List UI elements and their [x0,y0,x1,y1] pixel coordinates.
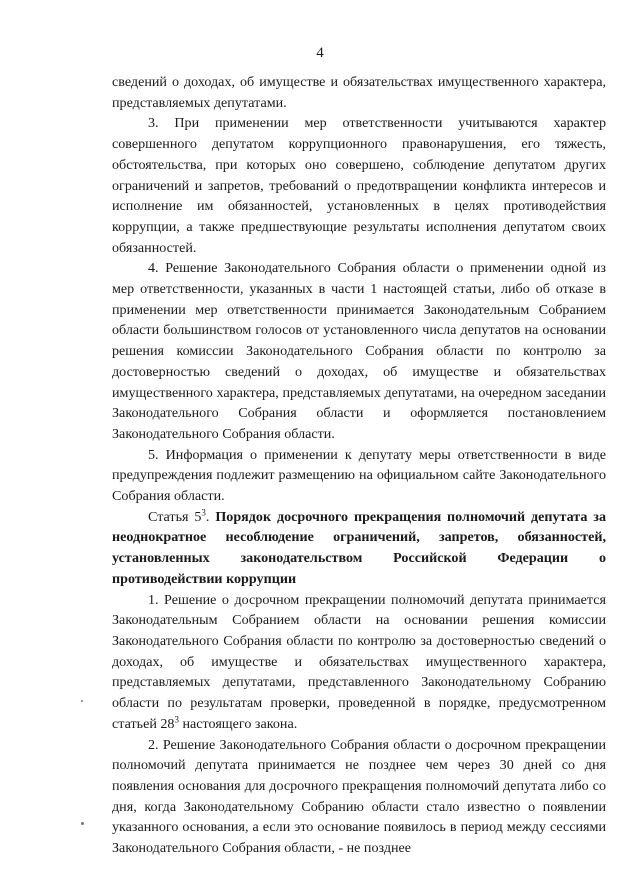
paragraph-part-3: 3. При применении мер ответственности учитываются характер совершенного депутатом коррупционного правонарушения, его тяжесть, обстоятельства, при которых оно совершено, соблюдение депутатом других ограничений и запретов, требований о предотвращении конфликта интересов и исполнение им обязанностей, установленных в целях противодействия коррупции, а также предшествующие результаты исполнения депутатом своих обязанностей. [112,115,606,256]
article-number-superscript: 3 [201,507,206,518]
article-item-1 [112,590,606,735]
page-number: 4 [316,45,324,61]
article-separator: . [205,508,216,525]
article-item-1-tail: настоящего закона. [178,715,298,732]
article-heading [112,507,606,590]
document-body [112,72,606,859]
paragraph-continuation: сведений о доходах, об имуществе и обязательствах имущественного характера, представляемых депутатами. [112,74,606,111]
article-item-2: 2. Решение Законодательного Собрания области о досрочном прекращении полномочий депутата принимается не позднее чем через 30 дней со дня появления основания для досрочного прекращения полномочий депутата либо со дня, когда Законодательному Собранию области стало известно о появлении указанного основания, а если это основание появилось в период между сессиями Законодательного Собрания области, - не позднее [112,736,606,857]
paragraph-part-4: 4. Решение Законодательного Собрания области о применении одной из мер ответственности, указанных в части 1 настоящей статьи, либо об отказе в применении мер ответственности принимается Законодательным Собранием области большинством голосов от установленного числа депутатов на основании решения комиссии Законодательного Собрания области по контролю за достоверностью сведений о доходах, об имуществе и обязательствах имущественного характера, представляемых депутатами, на очередном заседании Законодательного Собрания области и оформляется постановлением Законодательного Собрания области. [112,260,606,442]
article-title: Порядок досрочного прекращения полномочий депутата за неоднократное несоблюдение ограничений, запретов, обязанностей, установленных законодательством Российской Федерации о противодействии коррупции [112,508,607,587]
paragraph-part-5: 5. Информация о применении к депутату меры ответственности в виде предупреждения подлежит размещению на официальном сайте Законодательного Собрания области. [112,446,606,505]
scan-speck [81,700,83,702]
article-item-1-text: 1. Решение о досрочном прекращении полномочий депутата принимается Законодательным Собранием области на основании решения комиссии Законодательного Собрания области по контролю за достоверностью сведений о доходах, об имуществе и обязательствах имущественного характера, представляемых депутатами, представленного Законодательному Собранию области по результатам проверки, проведенной в порядке, предусмотренном статьей 28 [112,591,606,732]
article-item-1-superscript: 3 [174,714,179,725]
article-number: Статья 5 [148,508,202,525]
scan-speck [81,822,84,825]
